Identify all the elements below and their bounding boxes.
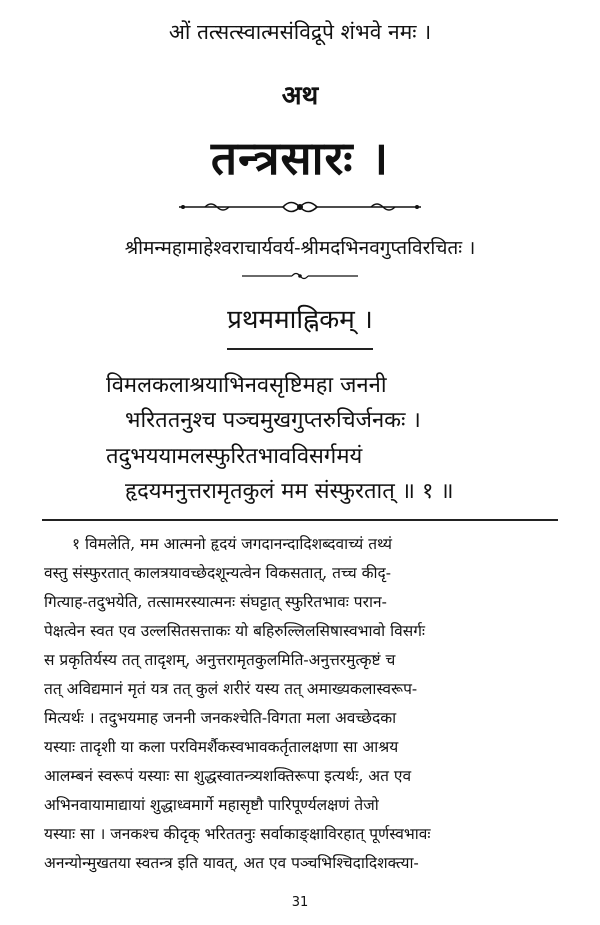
verse-line: तदुभययामलस्फुरितभावविसर्गमयं <box>106 444 363 469</box>
verse-line: विमलकलाश्रयाभिनवसृष्टिमहा जननी <box>106 373 387 398</box>
commentary-line: पेक्षत्वेन स्वत एव उल्लसितसत्ताकः यो बहिरुल्लिलसिषास्वभावो विसर्गः <box>44 622 426 640</box>
commentary-line: यस्याः सा । जनकश्च कीदृक् भरिततनुः सर्वाकाङ्क्षाविरहात् पूर्णस्वभावः <box>44 825 431 843</box>
small-ornament-icon <box>240 270 360 282</box>
verse-line: हृदयमनुत्तरामृतकुलं मम संस्फुरतात् ॥ १ ॥ <box>125 479 454 504</box>
commentary-line: अनन्योन्मुखतया स्वतन्त्र इति यावत्, अत एव पञ्चभिश्चिदादिशक्त्या- <box>44 854 419 872</box>
commentary-line: अभिनवायामाद्यायां शुद्धाध्वमार्गे महासृष्टौ पारिपूर्ण्यलक्षणं तेजो <box>44 796 379 814</box>
commentary-line: यस्याः तादृशी या कला परविमर्शैकस्वभावकर्तृतालक्षणा सा आश्रय <box>44 738 399 756</box>
commentary-line: तत् अविद्यमानं मृतं यत्र तत् कुलं शरीरं यस्य तत् अमाख्यकलास्वरूप- <box>44 680 418 698</box>
chapter-heading: प्रथममाह्निकम् । <box>227 305 373 335</box>
verse-line: भरिततनुश्च पञ्चमुखगुप्तरुचिर्जनकः । <box>125 408 421 433</box>
commentary-line: आलम्बनं स्वरूपं यस्याः सा शुद्धस्वातन्त्र्यशक्तिरूपा इत्यर्थः, अत एव <box>44 767 412 785</box>
commentary-line: १ विमलेति, मम आत्मनो हृदयं जगदानन्दादिशब्दवाच्यं तथ्यं <box>72 535 393 553</box>
invocation-line: ओं तत्सत्स्वात्मसंविद्रूपे शंभवे नमः । <box>168 20 432 44</box>
commentary-line: मित्यर्थः । तदुभयमाह जननी जनकश्चेति-विगता मला अवच्छेदका <box>44 709 397 727</box>
divider <box>227 348 373 350</box>
commentary-line: स प्रकृतिर्यस्य तत् तादृशम्, अनुत्तरामृतकुलमिति-अनुत्तरमुत्कृष्टं च <box>44 651 396 669</box>
commentary-line: गित्याह-तदुभयेति, तत्सामरस्यात्मनः संघट्टात् स्फुरितभावः परान- <box>44 593 387 611</box>
ornament-divider-icon <box>175 198 425 216</box>
atha-heading: अथ <box>281 81 319 111</box>
page-number: 31 <box>291 895 309 910</box>
page-title: तन्त्रसारः । <box>210 131 390 185</box>
author-line: श्रीमन्महामाहेश्वराचार्यवर्य-श्रीमदभिनवगुप्तविरचितः । <box>124 237 476 259</box>
divider <box>42 519 558 521</box>
commentary-line: वस्तु संस्फुरतात् कालत्रयावच्छेदशून्यत्वेन विकसतात्, तच्च कीदृ- <box>44 564 391 582</box>
